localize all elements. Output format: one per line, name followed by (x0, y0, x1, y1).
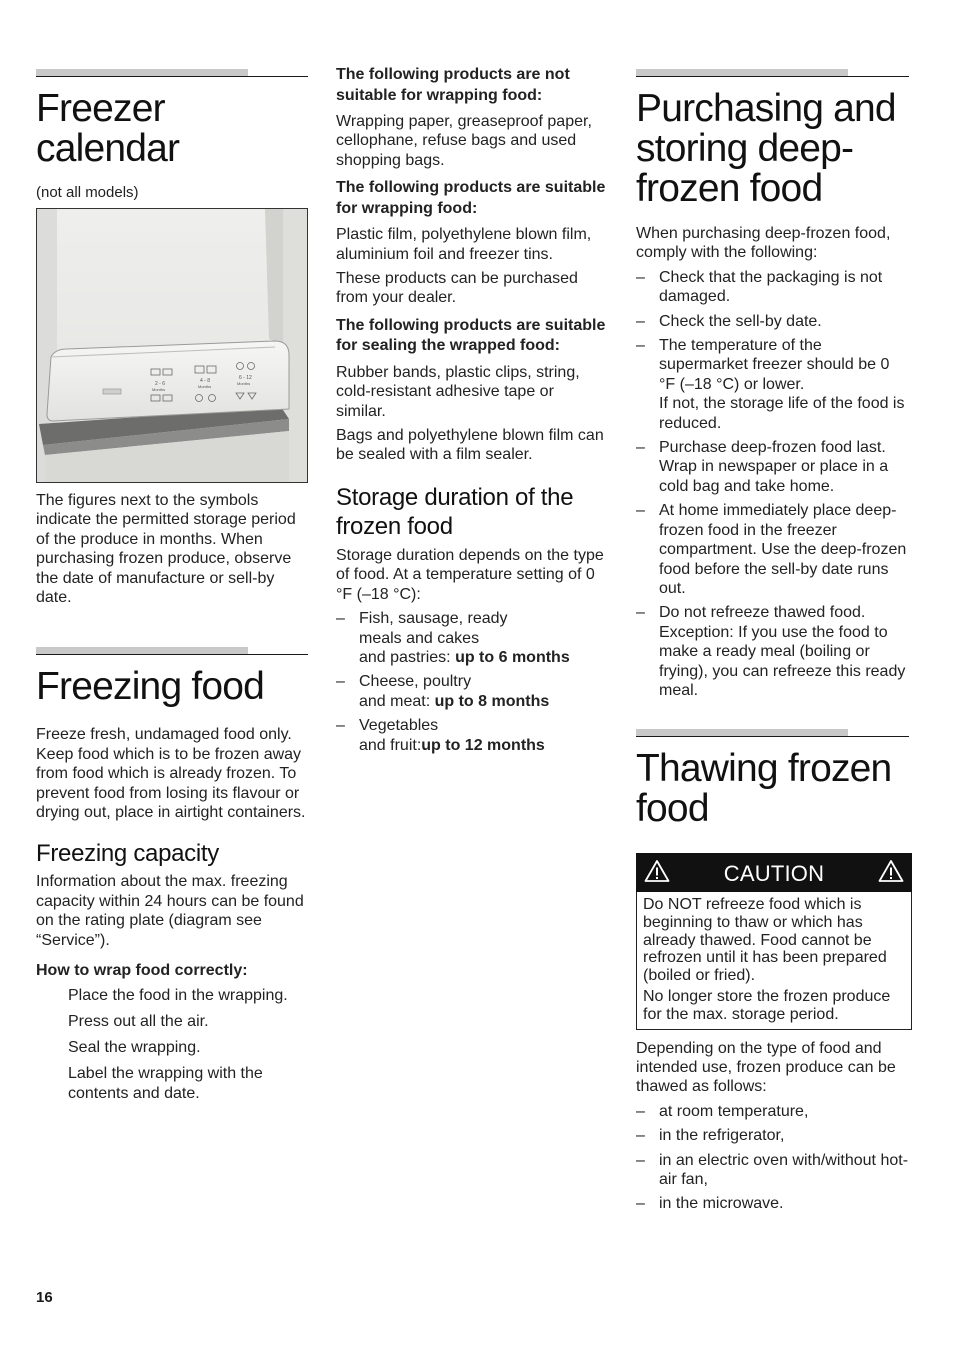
freezing-capacity-heading: Freezing capacity (36, 840, 219, 868)
caution-header (636, 853, 912, 892)
group2-value: 4 - 8 (200, 378, 211, 384)
sealing-body: Rubber bands, plastic clips, string, cold-resistant adhesive tape or similar. (336, 363, 580, 420)
storage-duration-intro: Storage duration depends on the type of food. At a temperature setting of 0 °F (–18 °C): (336, 546, 604, 603)
thawing-item: – in the microwave. (636, 1194, 909, 1213)
column-middle (336, 65, 608, 755)
freezing-food-body: Freeze fresh, undamaged food only. Keep food which is to be frozen away from food which is already frozen. To prevent food from losing its flavour or drying out, place in airtight containers. (36, 726, 306, 822)
storage-duration-heading: Storage duration of the frozen food (336, 483, 574, 540)
storage-item-fish: – Fish, sausage, ready meals and cakes and pastries: up to 6 months (336, 609, 608, 667)
group3-unit: Months (237, 381, 251, 386)
suitable-body: Plastic film, polyethylene blown film, aluminium foil and freezer tins. (336, 226, 592, 263)
models-note: (not all models) (36, 184, 139, 201)
section-rule (36, 647, 308, 655)
purchasing-item: – Purchase deep-frozen food last. Wrap in newspaper or place in a cold bag and take home. (636, 438, 909, 496)
column-right-lower (636, 729, 909, 1214)
column-left-lower (36, 491, 308, 1104)
not-suitable-heading: The following products are not suitable for wrapping food: (336, 66, 570, 104)
suitable-heading: The following products are suitable for wrapping food: (336, 179, 606, 217)
purchasing-item: – Check the sell-by date. (636, 312, 909, 331)
warning-icon (878, 859, 904, 883)
group1-unit: Months (152, 387, 166, 392)
group2-unit: Months (198, 384, 212, 389)
purchasing-item: – Check that the packaging is not damaged. (636, 268, 909, 307)
freezer-panel-illustration (37, 209, 307, 482)
purchasing-item: – At home immediately place deep-frozen food in the freezer compartment. Use the deep-frozen food before the sell-by date runs out. (636, 501, 909, 598)
group3-value: 6 - 12 (239, 375, 252, 381)
freezer-calendar-figure (36, 208, 308, 483)
wrap-steps (36, 986, 308, 1104)
thawing-title: Thawing frozen food (636, 747, 892, 830)
not-suitable-body: Wrapping paper, greaseproof paper, cellophane, refuse bags and used shopping bags. (336, 113, 592, 169)
storage-value: up to 6 months (455, 648, 570, 666)
wrap-step: Press out all the air. (68, 1012, 209, 1030)
purchasing-item: – The temperature of the supermarket freezer should be 0 °F (–18 °C) or lower. If not, the storage life of the food is reduced. (636, 336, 909, 433)
column-left (36, 0, 308, 202)
column-right (636, 0, 909, 700)
thawing-item: – at room temperature, (636, 1102, 909, 1121)
sealing-heading: The following products are suitable for sealing the wrapped food: (336, 316, 606, 355)
purchasing-title: Purchasing and storing deep- frozen food (636, 87, 896, 210)
storage-item-vegetables: – Vegetables and fruit:up to 12 months (336, 716, 608, 755)
sealing-body-2: Bags and polyethylene blown film can be sealed with a film sealer. (336, 427, 604, 464)
section-rule (36, 69, 308, 77)
wrap-step: Seal the wrapping. (68, 1038, 201, 1056)
thawing-item: – in the refrigerator, (636, 1126, 909, 1145)
thawing-item: – in an electric oven with/without hot-air fan, (636, 1151, 909, 1190)
storage-duration-list (336, 609, 608, 755)
section-rule (636, 729, 909, 737)
purchasing-intro: When purchasing deep-frozen food, comply with the following: (636, 225, 891, 262)
suitable-body-2: These products can be purchased from your dealer. (336, 270, 578, 307)
purchasing-list (636, 268, 909, 701)
storage-value: up to 8 months (434, 692, 550, 710)
caution-text: No longer store the frozen produce for the max. storage period. (643, 987, 891, 1023)
caution-label: CAUTION (723, 861, 825, 886)
storage-value: up to 12 months (421, 736, 545, 754)
purchasing-item: – Do not refreeze thawed food. Exception: If you use the food to make a ready meal (boiling or frying), you can refreeze this ready meal. (636, 603, 909, 700)
wrap-heading: How to wrap food correctly: (36, 962, 248, 980)
storage-item-cheese: – Cheese, poultry and meat: up to 8 months (336, 672, 608, 711)
freezing-food-title: Freezing food (36, 665, 265, 709)
freezer-calendar-title: Freezer calendar (36, 87, 180, 170)
section-rule (636, 69, 909, 77)
caution-body (636, 892, 912, 1030)
thawing-intro: Depending on the type of food and intended use, frozen produce can be thawed as follows: (636, 1039, 896, 1096)
caution-text: Do NOT refreeze food which is beginning to thaw or which has already thawed. Food cannot be refrozen until it has been prepared (boiled or fried). (643, 896, 887, 985)
freezer-calendar-body: The figures next to the symbols indicate the permitted storage period of the produce in months. When purchasing frozen produce, observe the date of manufacture or sell-by date. (36, 492, 296, 607)
wrap-step: Label the wrapping with the contents and date. (68, 1064, 263, 1102)
page-number: 16 (36, 1289, 53, 1306)
wrap-step: Place the food in the wrapping. (68, 986, 288, 1004)
thawing-list (636, 1102, 909, 1214)
freezing-capacity-body: Information about the max. freezing capacity within 24 hours can be found on the rating plate (diagram see “Service”). (36, 873, 304, 949)
caution-box (636, 853, 912, 1030)
group1-value: 2 - 6 (155, 381, 166, 387)
